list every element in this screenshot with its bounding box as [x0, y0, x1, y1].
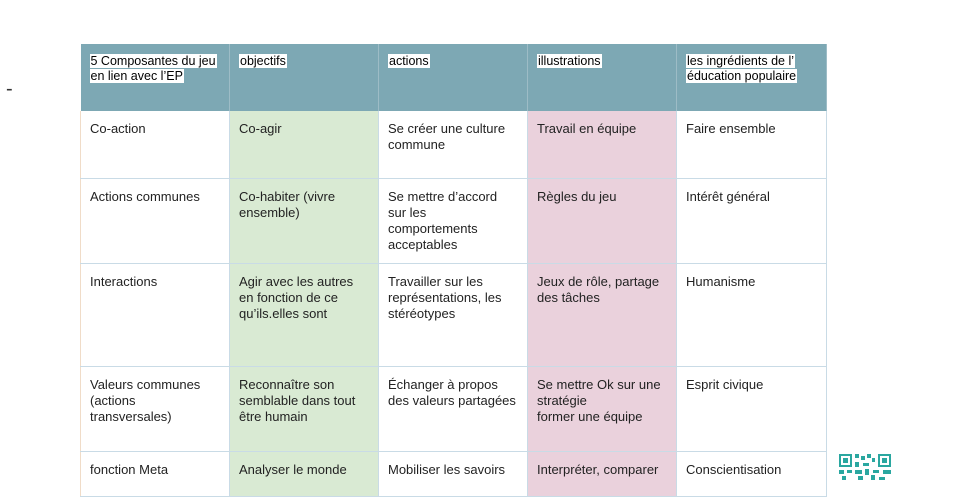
cell-composante: Actions communes: [81, 179, 230, 264]
cell-illustration: Travail en équipe: [528, 111, 677, 179]
header-cell: [81, 44, 230, 111]
header-cell: [677, 44, 827, 111]
header-illustrations: illustrations: [538, 54, 601, 68]
cell-action: Échanger à propos des valeurs partagées: [379, 367, 528, 452]
cell-composante: Co-action: [81, 111, 230, 179]
cell-ingredient: Humanisme: [677, 264, 827, 367]
qr-code-icon[interactable]: [838, 453, 892, 480]
composantes-table: [80, 44, 827, 497]
header-composantes: 5 Composantes du jeu en lien avec l’EP: [90, 54, 216, 83]
cell-ingredient: Esprit civique: [677, 367, 827, 452]
cell-action: Travailler sur les représentations, les stéréotypes: [379, 264, 528, 367]
cell-composante: fonction Meta: [81, 452, 230, 497]
cell-action: Se créer une culture commune: [379, 111, 528, 179]
cell-objectif: Agir avec les autres en fonction de ce qu’ils.elles sont: [230, 264, 379, 367]
table-row: [81, 179, 827, 264]
cell-action: Mobiliser les savoirs: [379, 452, 528, 497]
cell-action: Se mettre d’accord sur les comportements acceptables: [379, 179, 528, 264]
cell-composante: Valeurs communes (actions transversales): [81, 367, 230, 452]
header-actions: actions: [389, 54, 429, 68]
table-row: [81, 111, 827, 179]
header-cell: [379, 44, 528, 111]
cell-ingredient: Intérêt général: [677, 179, 827, 264]
cell-objectif: Reconnaître son semblable dans tout être humain: [230, 367, 379, 452]
table-row: [81, 264, 827, 367]
cell-composante: Interactions: [81, 264, 230, 367]
header-objectifs: objectifs: [240, 54, 286, 68]
cell-illustration: Règles du jeu: [528, 179, 677, 264]
cell-ingredient: Conscientisation: [677, 452, 827, 497]
cell-illustration: Se mettre Ok sur une stratégie former une équipe: [528, 367, 677, 452]
table-header-row: [81, 44, 827, 111]
table-row: [81, 452, 827, 497]
cell-objectif: Co-habiter (vivre ensemble): [230, 179, 379, 264]
cell-illustration: Jeux de rôle, partage des tâches: [528, 264, 677, 367]
cell-ingredient: Faire ensemble: [677, 111, 827, 179]
bullet-dash: -: [6, 78, 13, 100]
cell-illustration: Interpréter, comparer: [528, 452, 677, 497]
table-row: [81, 367, 827, 452]
header-ingredients: les ingrédients de l’ éducation populaire: [687, 54, 797, 83]
header-cell: [230, 44, 379, 111]
cell-objectif: Analyser le monde: [230, 452, 379, 497]
cell-objectif: Co-agir: [230, 111, 379, 179]
header-cell: [528, 44, 677, 111]
